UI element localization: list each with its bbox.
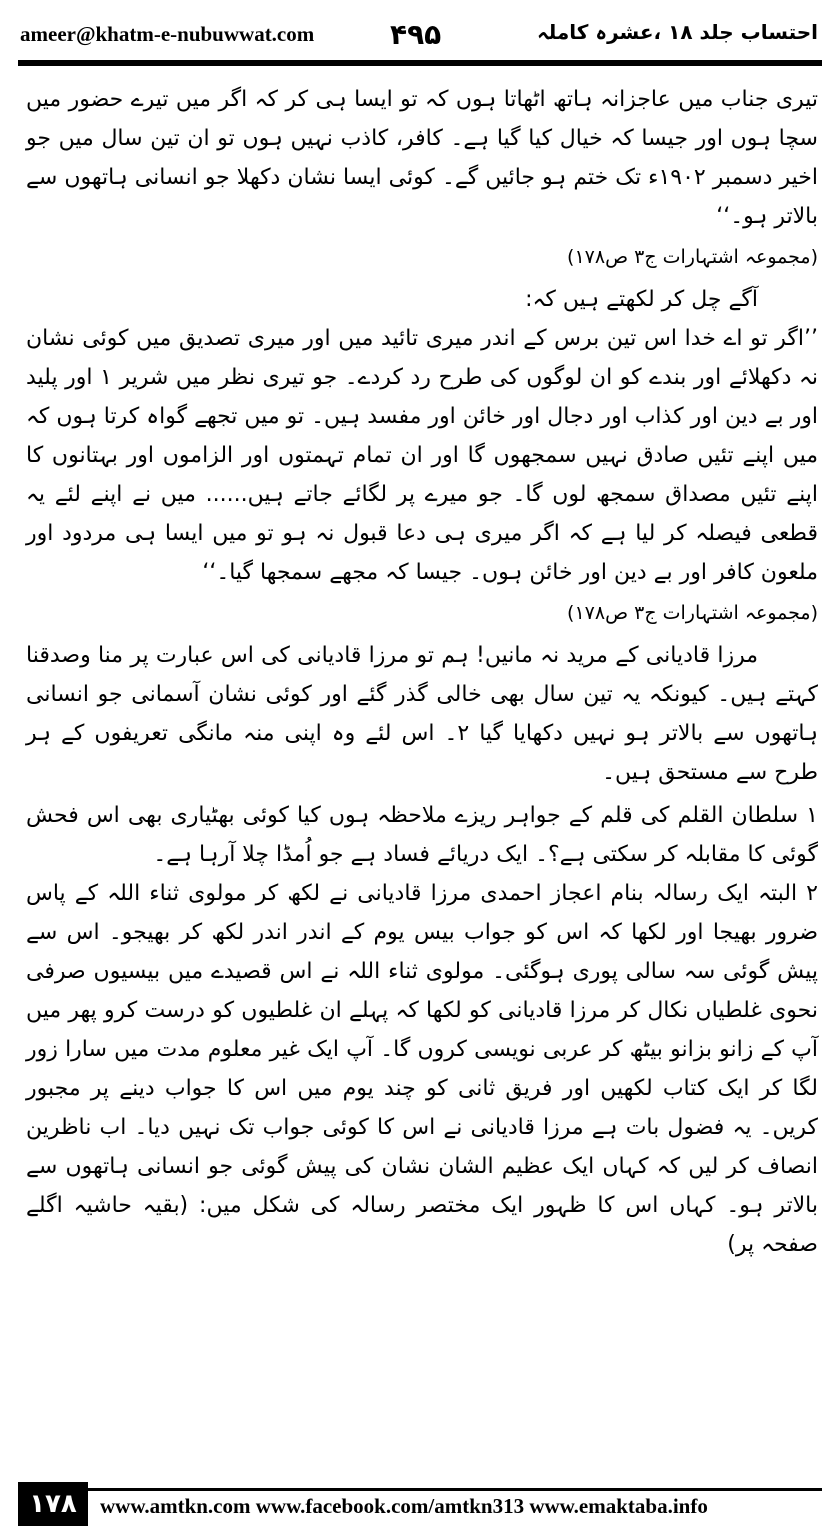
footnote-2-text: ۲ البتہ ایک رسالہ بنام اعجاز احمدی مرزا قادیانی نے لکھ کر مولوی ثناء اللہ کے پاس ضرور بھیجا اور لکھا کہ اس کو جواب بیس یوم کے اندر اندر لکھ کر بھیجو۔ اس سے پیش گوئی سہ سالی پوری ہوگئی۔ مولوی ثناء اللہ نے اس قصیدے میں بیسیوں صرفی نحوی غلطیاں نکال کر مرزا قادیانی کو لکھا کہ پہلے ان غلطیوں کو درست کرو پھر میں آپ کے زانو بزانو بیٹھ کر عربی نویسی کروں گا۔ آپ ایک غیر معلوم مدت میں سارا زور لگا کر ایک کتاب لکھیں اور فریق ثانی کو چند یوم میں اس کا جواب دینے پر مجبور کریں۔ یہ فضول بات ہے مرزا قادیانی نے اس کا کوئی جواب تک نہیں دیا۔ اب ناظرین انصاف کر لیں کہ کہاں ایک عظیم الشان نشان کی پیش گوئی جو انسانی ہاتھوں سے بالاتر ہو۔ کہاں اس کا ظہور ایک مختصر رسالہ کی شکل میں: <box>26 881 818 1218</box>
page-header <box>18 18 822 54</box>
header-page-number: ۴۹۵ <box>390 18 442 51</box>
header-email: ameer@khatm-e-nubuwwat.com <box>20 22 315 46</box>
paragraph-3: مرزا قادیانی کے مرید نہ مانیں! ہم تو مرزا قادیانی کی اس عبارت پر منا وصدقنا کہتے ہیں۔ کیونکہ یہ تین سال بھی خالی گذر گئے اور کوئی نشان آسمانی جو انسانی ہاتھوں سے بالاتر ہو نہیں دکھایا گیا ۲۔ اس لئے وہ اپنی منہ مانگی تعریفوں کے ہر طرح سے مستحق ہیں۔ <box>26 643 818 785</box>
header-rule <box>18 60 822 66</box>
footnote-continuation: (بقیہ حاشیہ اگلے صفحہ پر) <box>26 1193 818 1257</box>
quote-2: ’’اگر تو اے خدا اس تین برس کے اندر میری تائید میں اور میری تصدیق میں کوئی نشان نہ دکھلائے اور بندے کو ان لوگوں کی طرح رد کردے۔ جو تیری نظر میں شریر ۱ اور پلید اور بے دین اور کذاب اور دجال اور خائن اور مفسد ہیں۔ تو میں تجھے گواہ کرتا ہوں کہ میں اپنے تئیں صادق نہیں سمجھوں گا اور ان تمام تہمتوں اور الزاموں اور بہتانوں کا اپنے تئیں مصداق سمجھ لوں گا۔ جو میرے پر لگائے جاتے ہیں...... میں نے اپنے لئے یہ قطعی فیصلہ کر لیا ہے کہ اگر میری ہی دعا قبول نہ ہو تو میں ایسا ہی مردود اور ملعون کافر اور بے دین اور خائن ہوں۔ جیسا کہ مجھے سمجھا گیا۔‘‘ <box>26 326 818 585</box>
paragraph-1: تیری جناب میں عاجزانہ ہاتھ اٹھاتا ہوں کہ تو ایسا ہی کر کہ اگر میں تیرے حضور میں سچا ہوں اور جیسا کہ خیال کیا گیا ہے۔ کافر، کاذب نہیں ہوں تو ان تین سال میں جو اخیر دسمبر ۱۹۰۲ء تک ختم ہو جائیں گے۔ کوئی ایسا نشان دکھلا جو انسانی ہاتھوں سے بالاتر ہو۔‘‘ <box>26 87 818 229</box>
reference-2: (مجموعہ اشتہارات ج۳ ص۱۷۸) <box>567 602 818 624</box>
reference-1: (مجموعہ اشتہارات ج۳ ص۱۷۸) <box>567 246 818 268</box>
page-footer <box>0 1476 840 1540</box>
intro-2: آگے چل کر لکھتے ہیں کہ: <box>525 287 758 312</box>
header-title: احتساب جلد ۱۸ ،عشرہ کاملہ <box>537 20 818 44</box>
page-body <box>26 80 818 1470</box>
footer-page-box: ۱۷۸ <box>18 1482 88 1526</box>
footnote-2 <box>26 874 818 1264</box>
footer-rule <box>88 1488 822 1491</box>
footnote-1: ۱ سلطان القلم کی قلم کے جواہر ریزے ملاحظہ ہوں کیا کوئی بھٹیاری بھی اس فحش گوئی کا مقابلہ کر سکتی ہے؟۔ ایک دریائے فساد ہے جو اُمڈا چلا آرہا ہے۔ <box>26 803 818 867</box>
footer-links: www.amtkn.com www.facebook.com/amtkn313 www.emaktaba.info <box>100 1494 708 1518</box>
